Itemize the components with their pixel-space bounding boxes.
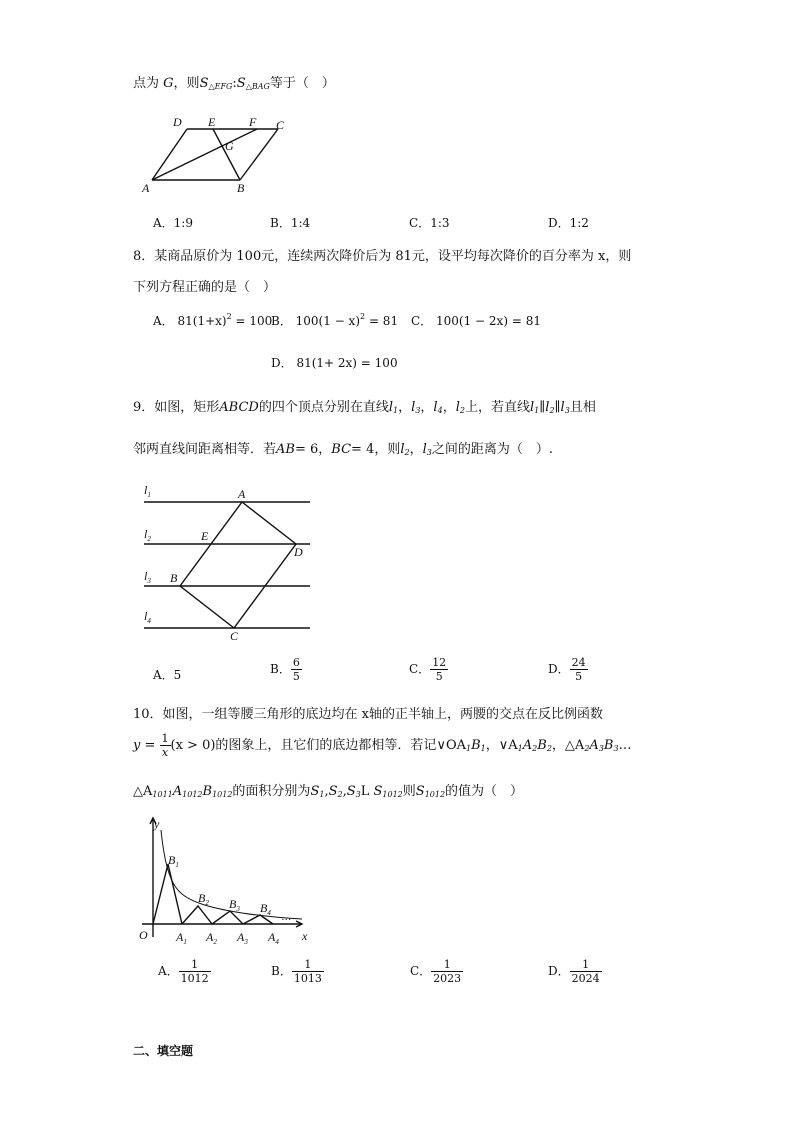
label-C: C — [230, 629, 239, 643]
q8-option-d[interactable]: D． 81(1+ 2x) = 100 — [271, 356, 398, 370]
label-C: C — [276, 118, 285, 132]
q10-options — [158, 958, 618, 996]
q9-rectangle-figure — [138, 480, 318, 645]
label-l4: $l_4$ — [144, 609, 151, 625]
label-F: F — [249, 115, 257, 129]
section-heading-fill-in: 二、填空题 — [133, 1044, 194, 1058]
label-x: x — [302, 929, 308, 943]
label-E: E — [208, 115, 216, 129]
q9-options — [153, 656, 633, 692]
label-l2: $l_2$ — [144, 527, 151, 543]
label-G: G — [225, 139, 234, 153]
label-A: A — [142, 181, 150, 195]
label-y: y — [154, 817, 160, 831]
q9-stem-line2: 邻两直线间距离相等．若AB= 6，BC= 4，则$l_2$，$l_3$之间的距离为（ ）. — [133, 442, 554, 457]
q9-option-d[interactable]: D． $\frac{24}{5}$ — [548, 656, 586, 683]
q7-option-d[interactable]: D．1:2 — [548, 216, 589, 230]
rectangle-ABCD — [180, 502, 296, 628]
q7-option-b[interactable]: B．1:4 — [270, 216, 311, 230]
q8-option-b[interactable]: B． $100(1 - x)^2 = 81$ — [271, 312, 399, 328]
label-B4: $B_4$ — [260, 901, 271, 917]
q10-hyperbola-figure — [132, 812, 317, 947]
segment-AD — [152, 129, 187, 180]
q7-parallelogram-figure — [140, 112, 300, 197]
label-B3: $B_3$ — [229, 897, 240, 913]
q10-option-d[interactable]: D． $\frac{1}{2024}$ — [548, 958, 600, 985]
triangle-OA1B1 — [153, 864, 182, 924]
q9-option-b[interactable]: B． $\frac{6}{5}$ — [270, 656, 300, 683]
label-dots: … — [282, 912, 291, 923]
label-B: B — [237, 181, 245, 195]
label-D: D — [173, 115, 182, 129]
q10-stem-line2: y = $\frac{1}{x}$ (x > 0)的图象上，且它们的底边都相等．若记$\vee OA_1B_1$，$\vee A_1A_2B_2$，$\triangle A_2A_3B_3\dots$ — [133, 732, 632, 759]
segment-EB — [213, 129, 240, 180]
q10-stem-line1: 10．如图，一组等腰三角形的底边均在 x轴的正半轴上，两腰的交点在反比例函数 — [133, 707, 604, 722]
label-E: E — [201, 529, 209, 543]
q7-option-c[interactable]: C．1:3 — [409, 216, 450, 230]
label-A: A — [238, 487, 246, 501]
q8-stem-line2: 下列方程正确的是（ ） — [133, 280, 277, 295]
q9-option-c[interactable]: C． $\frac{12}{5}$ — [409, 656, 447, 683]
label-A4: $A_4$ — [268, 930, 279, 946]
label-B2: $B_2$ — [198, 891, 209, 907]
q9-option-a[interactable]: A．5 — [153, 668, 182, 682]
q9-stem-line1: 9．如图，矩形ABCD的四个顶点分别在直线$l_1$，$l_3$，$l_4$，$l_2$上，若直线$l_1\parallel l_2\parallel l_3$且相 — [133, 400, 596, 415]
q8-option-a[interactable]: A． $81(1+x)^2 = 100$ — [153, 312, 273, 328]
segment-AF — [152, 129, 257, 180]
label-A2: $A_2$ — [206, 930, 217, 946]
label-A1: $A_1$ — [176, 930, 187, 946]
triangle-A1A2B2 — [182, 906, 212, 924]
q10-option-a[interactable]: A． $\frac{1}{1012}$ — [158, 958, 209, 985]
segment-BC — [240, 129, 278, 180]
q7-stem: 点为 G，则$S_{\triangle EFG}:S_{\triangle BAG}$等于（ ） — [133, 76, 335, 91]
q7-option-a[interactable]: A．1:9 — [153, 216, 193, 230]
q8-stem-line1: 8．某商品原价为 100元，连续两次降价后为 81元，设平均每次降价的百分率为 x，则 — [133, 249, 632, 264]
q10-option-c[interactable]: C． $\frac{1}{2023}$ — [410, 958, 462, 985]
label-l1: $l_1$ — [144, 483, 151, 499]
label-O: O — [139, 928, 148, 942]
label-l3: $l_3$ — [144, 569, 151, 585]
label-A3: $A_3$ — [237, 930, 248, 946]
q8-option-c[interactable]: C． 100(1 − 2x) = 81 — [411, 314, 541, 328]
q10-stem-line3: $\triangle A_{1011}A_{1012}B_{1012}$的面积分别为$S_1,S_2,S_3L$ $S_{1012}$则$S_{1012}$的值为（ ） — [133, 784, 524, 799]
label-D: D — [294, 545, 303, 559]
label-B: B — [170, 571, 178, 585]
q10-option-b[interactable]: B． $\frac{1}{1013}$ — [271, 958, 322, 985]
label-B1: $B_1$ — [168, 853, 179, 869]
